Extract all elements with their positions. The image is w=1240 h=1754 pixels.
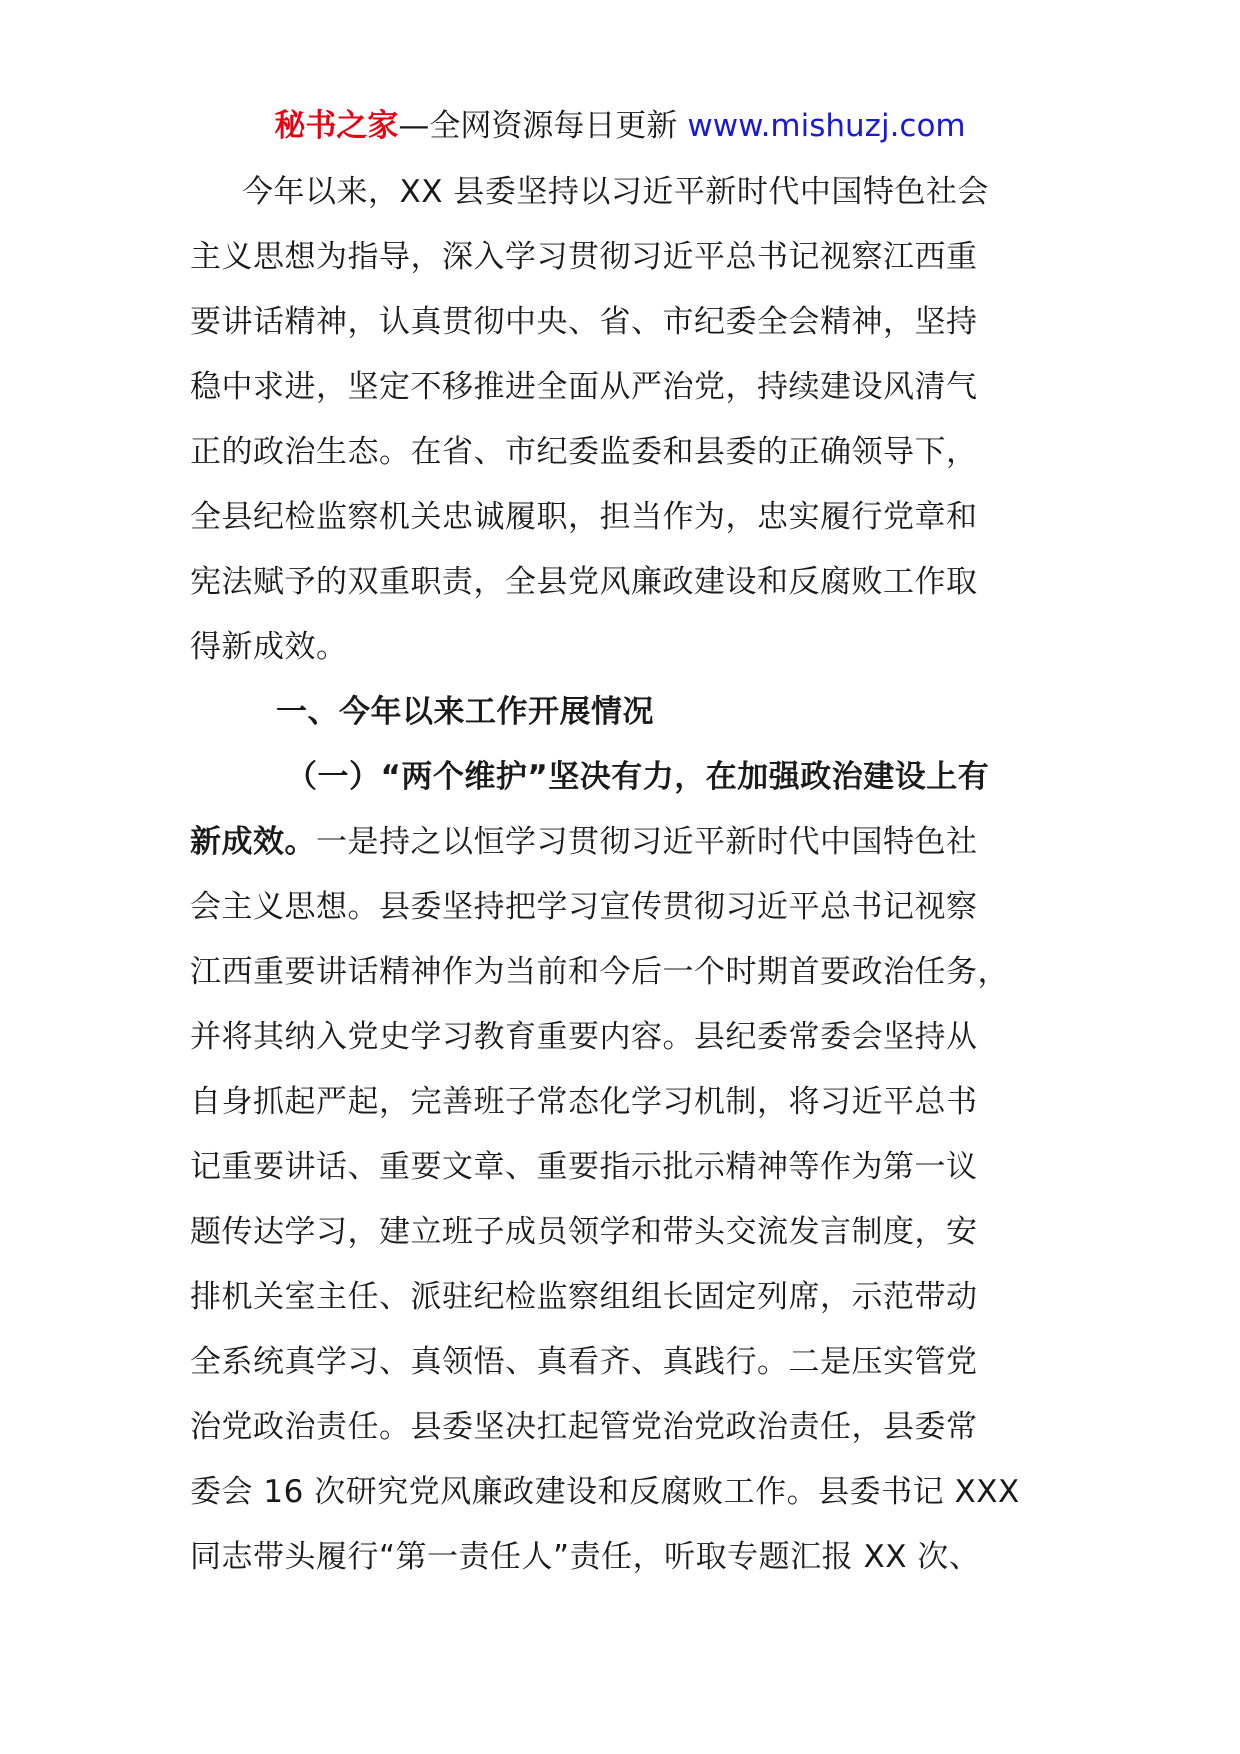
subsection-heading: （一）“两个维护”坚决有力，在加强政治建设上有: [286, 759, 990, 795]
paragraph-line: 并将其纳入党史学习教育重要内容。县纪委常委会坚持从: [190, 1019, 978, 1055]
paragraph-line: 委会 16 次研究党风廉政建设和反腐败工作。县委书记 XXX: [190, 1474, 1020, 1510]
paragraph-line: 要讲话精神，认真贯彻中央、省、市纪委全会精神，坚持: [190, 304, 978, 340]
site-url-link[interactable]: www.mishuzj.com: [687, 108, 966, 144]
paragraph-line: 正的政治生态。在省、市纪委监委和县委的正确领导下，: [190, 434, 978, 470]
paragraph-line: 排机关室主任、派驻纪检监察组组长固定列席，示范带动: [190, 1279, 978, 1315]
paragraph-line: 今年以来，XX 县委坚持以习近平新时代中国特色社会: [242, 174, 989, 210]
paragraph-line: 记重要讲话、重要文章、重要指示批示精神等作为第一议: [190, 1149, 978, 1185]
paragraph-line: 全系统真学习、真领悟、真看齐、真践行。二是压实管党: [190, 1344, 978, 1380]
site-brand: 秘书之家: [274, 108, 399, 144]
paragraph-line: 江西重要讲话精神作为当前和今后一个时期首要政治任务，: [190, 954, 1009, 990]
paragraph-line: 会主义思想。县委坚持把学习宣传贯彻习近平总书记视察: [190, 889, 978, 925]
document-body: [190, 160, 1060, 1590]
site-header: [0, 98, 1240, 154]
paragraph-line: 宪法赋予的双重职责，全县党风廉政建设和反腐败工作取: [190, 564, 978, 600]
paragraph-line: 得新成效。: [190, 629, 348, 665]
paragraph-line: [190, 810, 1060, 875]
site-tagline: 全网资源每日更新: [429, 108, 678, 144]
paragraph-line: 治党政治责任。县委坚决扛起管党治党政治责任，县委常: [190, 1409, 978, 1445]
paragraph-line: 题传达学习，建立班子成员领学和带头交流发言制度，安: [190, 1214, 978, 1250]
paragraph-line: 主义思想为指导，深入学习贯彻习近平总书记视察江西重: [190, 239, 978, 275]
section-heading: 一、今年以来工作开展情况: [276, 694, 654, 730]
paragraph-line: 同志带头履行“第一责任人”责任，听取专题汇报 XX 次、: [190, 1539, 981, 1575]
paragraph-line: 稳中求进，坚定不移推进全面从严治党，持续建设风清气: [190, 369, 978, 405]
subsection-heading-end: 新成效。: [190, 824, 316, 860]
paragraph-line: 自身抓起严起，完善班子常态化学习机制，将习近平总书: [190, 1084, 978, 1120]
header-dash: —: [398, 108, 430, 144]
paragraph-text: 一是持之以恒学习贯彻习近平新时代中国特色社: [316, 824, 978, 860]
paragraph-line: 全县纪检监察机关忠诚履职，担当作为，忠实履行党章和: [190, 499, 978, 535]
